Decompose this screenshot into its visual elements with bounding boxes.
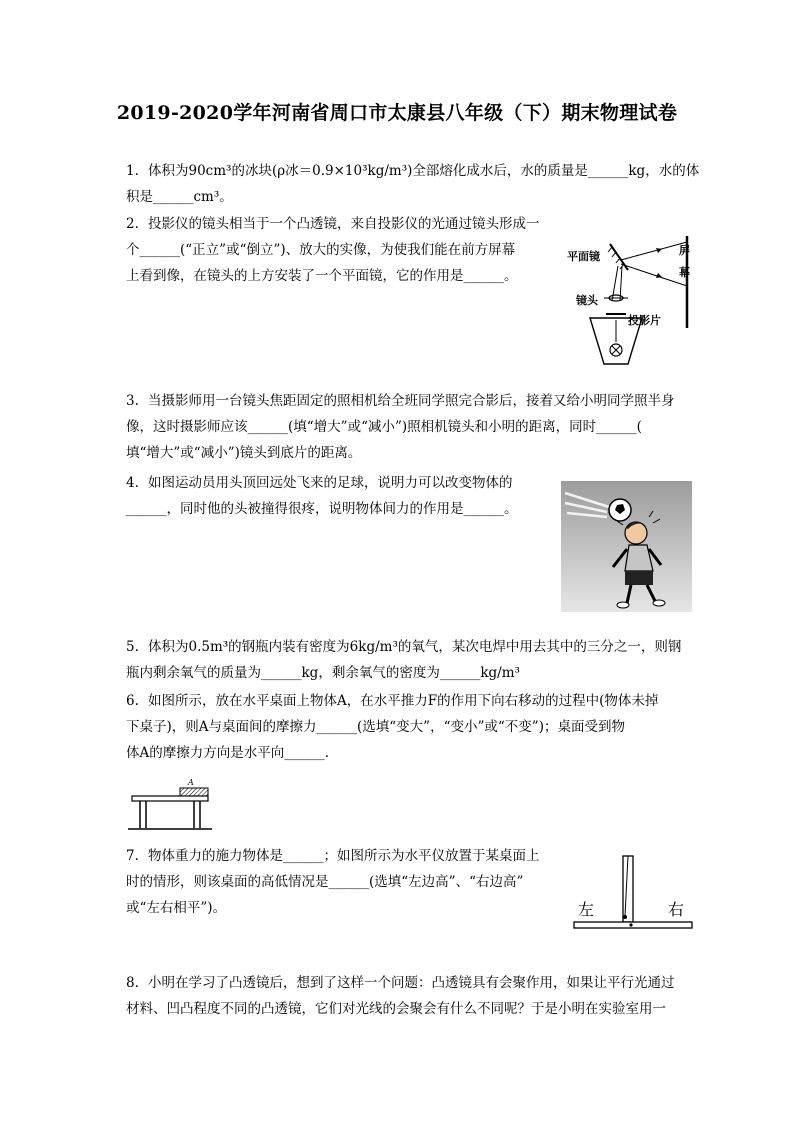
question-text: 材料、凹凸程度不同的凸透镜，它们对光线的会聚会有什么不同呢？于是小明在实验室用一: [126, 1001, 666, 1017]
lens-label: 镜头: [576, 294, 598, 307]
question-text: 填“增大”或“减小”)镜头到底片的距离。: [126, 445, 362, 461]
question-text: 投影仪的镜头相当于一个凸透镜，来自投影仪的光通过镜头形成一: [148, 216, 540, 232]
question-text: 体积为90cm³的冰块(ρ冰＝0.9×10³kg/m³)全部熔化成水后，水的质量是______kg，水的体: [148, 163, 700, 179]
level-right-label: 右: [668, 900, 685, 919]
object-a-label: A: [188, 778, 194, 787]
question-number: 2.: [126, 216, 139, 232]
question-text: ______，同时他的头被撞得很疼，说明物体间力的作用是______。: [126, 501, 518, 517]
question-text: 个______(“正立”或“倒立”)、放大的实像，为使我们能在前方屏幕: [126, 242, 516, 258]
football-figure: [561, 481, 692, 612]
question-text: 如图所示，放在水平桌面上物体A，在水平推力F的作用下向右移动的过程中(物体未掉: [148, 693, 659, 709]
question-6: [126, 688, 692, 766]
slide-label: 投影片: [628, 314, 661, 327]
question-text: 当摄影师用一台镜头焦距固定的照相机给全班同学照完合影后，接着又给小明同学照半身: [148, 393, 675, 409]
question-7: [126, 843, 576, 921]
question-8: [126, 970, 692, 1022]
mirror-label: 平面镜: [567, 250, 600, 263]
question-text: 体A的摩擦力方向是水平向______.: [126, 745, 330, 761]
question-1: [126, 158, 700, 210]
question-text: 体积为0.5m³的钢瓶内装有密度为6kg/m³的氧气，某次电焊中用去其中的三分之一，则钢: [148, 639, 682, 655]
question-text: 或“左右相平”)。: [126, 900, 227, 916]
screen-label-1: 屏: [679, 244, 690, 257]
page-title: 2019-2020学年河南省周口市太康县八年级（下）期末物理试卷: [116, 102, 678, 124]
question-3: [126, 388, 692, 466]
question-number: 4.: [126, 475, 139, 491]
table-figure: [128, 776, 212, 832]
question-number: 8.: [126, 975, 139, 991]
question-number: 1.: [126, 163, 139, 179]
question-number: 6.: [126, 693, 139, 709]
question-text: 物体重力的施力物体是______；如图所示为水平仪放置于某桌面上: [148, 848, 540, 864]
question-text: 瓶内剩余氧气的质量为______kg，剩余氧气的密度为______kg/m³: [126, 665, 520, 681]
question-text: 小明在学习了凸透镜后，想到了这样一个问题：凸透镜具有会聚作用，如果让平行光通过: [148, 975, 675, 991]
question-number: 5.: [126, 639, 139, 655]
question-text: 积是______cm³。: [126, 189, 233, 205]
question-5: [126, 634, 692, 686]
question-text: 时的情形，则该桌面的高低情况是______(选填“左边高”、“右边高”: [126, 874, 524, 890]
question-text: 下桌子)，则A与桌面间的摩擦力______(选填“变大”，“变小”或“不变”)；桌面受到物: [126, 719, 625, 735]
question-text: 像，这时摄影师应该______(填“增大”或“减小”)照相机镜头和小明的距离，同时______(: [126, 419, 642, 435]
question-text: 上看到像，在镜头的上方安装了一个平面镜，它的作用是______。: [126, 268, 518, 284]
projector-figure: [566, 226, 694, 372]
level-figure: [572, 852, 694, 934]
question-4: [126, 470, 546, 522]
level-left-label: 左: [578, 900, 595, 919]
question-number: 3.: [126, 393, 139, 409]
question-2: [126, 211, 566, 289]
question-number: 7.: [126, 848, 139, 864]
screen-label-2: 幕: [679, 266, 690, 279]
question-text: 如图运动员用头顶回远处飞来的足球，说明力可以改变物体的: [148, 475, 513, 491]
